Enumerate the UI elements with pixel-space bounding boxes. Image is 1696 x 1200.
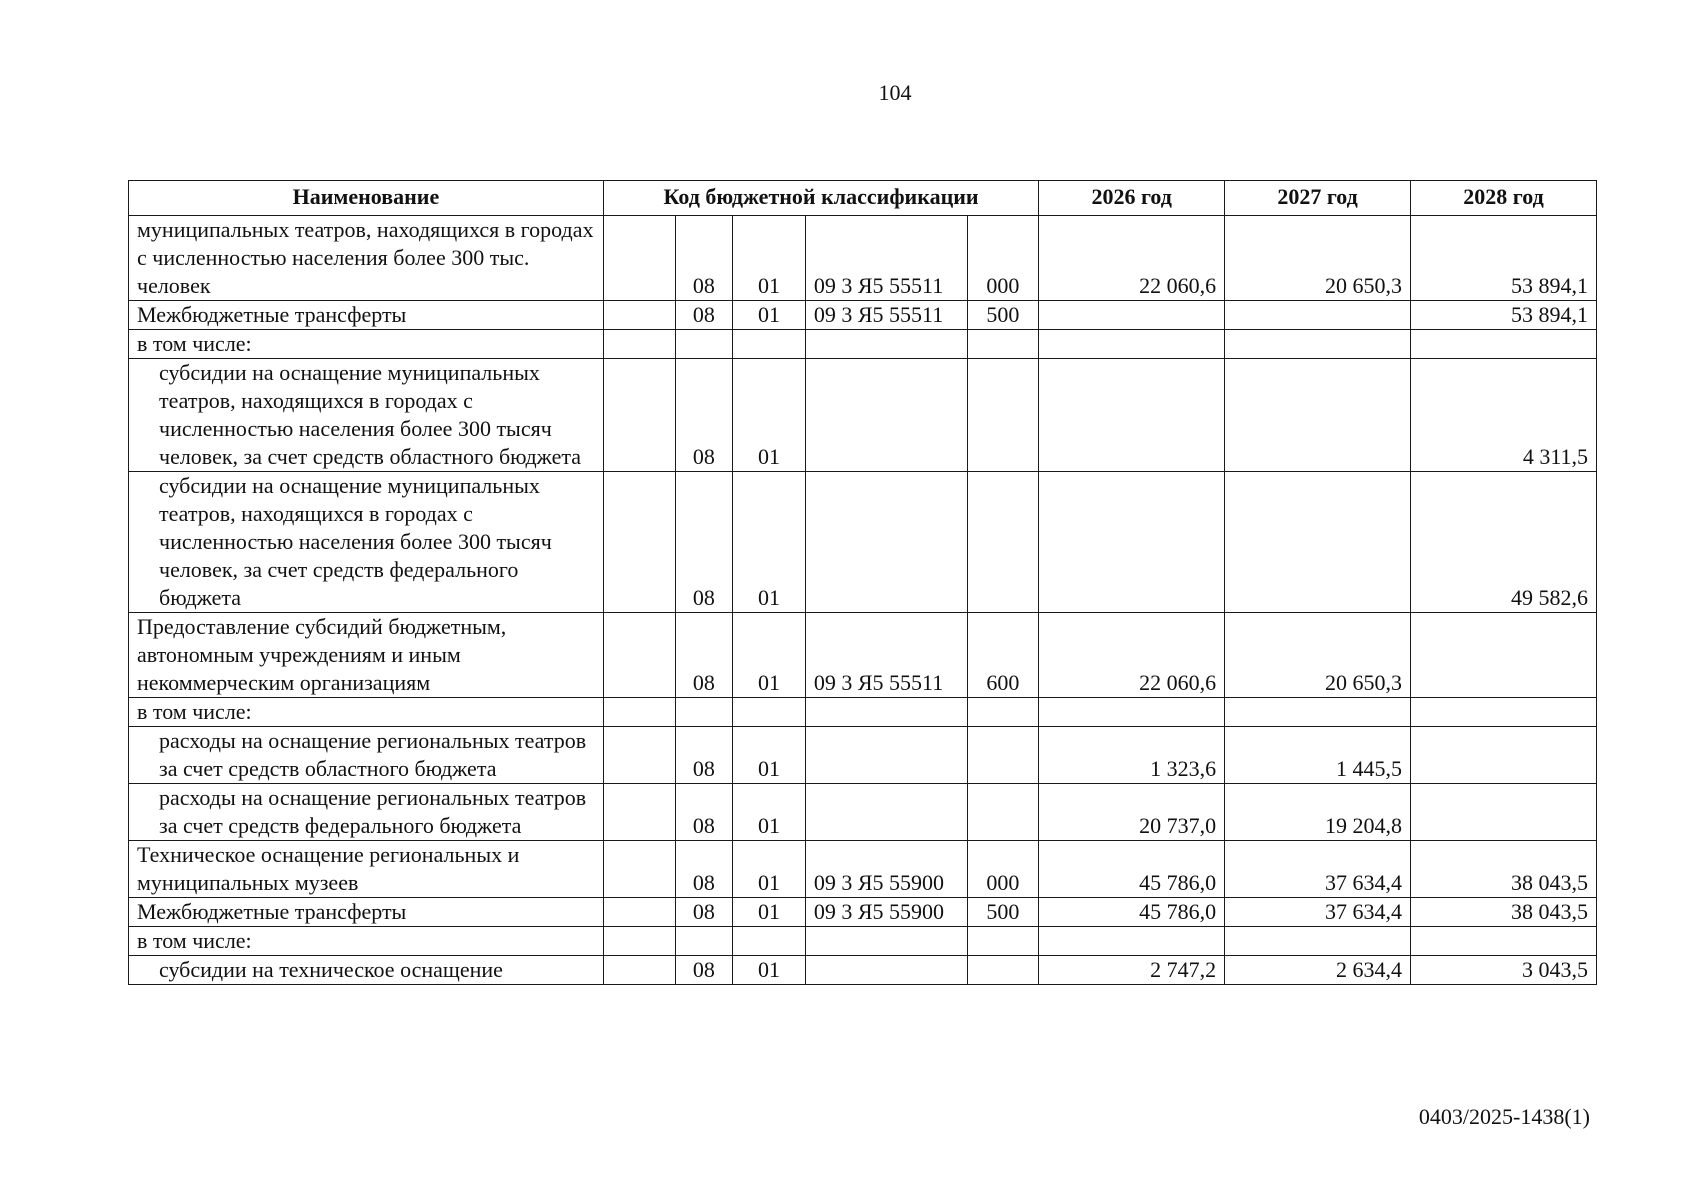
code-spacer-cell xyxy=(603,898,675,927)
value-2028 xyxy=(1411,613,1597,698)
row-name: расходы на оснащение региональных театров за счет средств областного бюджета xyxy=(129,727,604,784)
table-row xyxy=(129,727,1597,784)
code-target-article: 09 3 Я5 55511 xyxy=(805,613,967,698)
row-name: субсидии на техническое оснащение xyxy=(129,956,604,985)
row-name: Межбюджетные трансферты xyxy=(129,898,604,927)
value-2026: 1 323,6 xyxy=(1039,727,1225,784)
code-expense-type xyxy=(967,956,1039,985)
value-2027: 19 204,8 xyxy=(1225,784,1411,841)
value-2027: 1 445,5 xyxy=(1225,727,1411,784)
code-spacer-cell xyxy=(603,727,675,784)
value-2026: 22 060,6 xyxy=(1039,613,1225,698)
value-2028: 38 043,5 xyxy=(1411,841,1597,898)
value-2027 xyxy=(1225,359,1411,472)
code-section: 08 xyxy=(675,727,733,784)
value-2026 xyxy=(1039,927,1225,956)
code-spacer-cell xyxy=(603,301,675,330)
code-expense-type xyxy=(967,359,1039,472)
value-2027: 2 634,4 xyxy=(1225,956,1411,985)
code-expense-type xyxy=(967,698,1039,727)
value-2026 xyxy=(1039,359,1225,472)
code-target-article xyxy=(805,784,967,841)
table-row xyxy=(129,359,1597,472)
code-section: 08 xyxy=(675,613,733,698)
code-expense-type xyxy=(967,927,1039,956)
code-expense-type xyxy=(967,784,1039,841)
table-row xyxy=(129,472,1597,613)
code-expense-type: 500 xyxy=(967,301,1039,330)
code-spacer-cell xyxy=(603,613,675,698)
value-2027: 20 650,3 xyxy=(1225,216,1411,301)
code-subsection xyxy=(733,927,806,956)
code-subsection: 01 xyxy=(733,613,806,698)
code-subsection: 01 xyxy=(733,216,806,301)
table-row xyxy=(129,784,1597,841)
row-name: в том числе: xyxy=(129,330,604,359)
header-code: Код бюджетной классификации xyxy=(603,181,1038,216)
code-section: 08 xyxy=(675,784,733,841)
code-target-article xyxy=(805,927,967,956)
code-target-article xyxy=(805,698,967,727)
value-2028 xyxy=(1411,698,1597,727)
row-name: Предоставление субсидий бюджетным, автономным учреждениям и иным некоммерческим организациям xyxy=(129,613,604,698)
value-2028 xyxy=(1411,927,1597,956)
value-2026: 45 786,0 xyxy=(1039,841,1225,898)
value-2026 xyxy=(1039,330,1225,359)
value-2027 xyxy=(1225,301,1411,330)
value-2026: 20 737,0 xyxy=(1039,784,1225,841)
table-row xyxy=(129,841,1597,898)
value-2028 xyxy=(1411,727,1597,784)
code-subsection: 01 xyxy=(733,956,806,985)
code-subsection: 01 xyxy=(733,784,806,841)
code-section: 08 xyxy=(675,359,733,472)
row-name: муниципальных театров, находящихся в городах с численностью населения более 300 тыс. человек xyxy=(129,216,604,301)
value-2027 xyxy=(1225,927,1411,956)
row-name: субсидии на оснащение муниципальных театров, находящихся в городах с численностью населения более 300 тысяч человек, за счет средств областного бюджета xyxy=(129,359,604,472)
value-2026 xyxy=(1039,698,1225,727)
table-header-row xyxy=(129,181,1597,216)
code-subsection xyxy=(733,698,806,727)
code-spacer-cell xyxy=(603,472,675,613)
value-2027: 20 650,3 xyxy=(1225,613,1411,698)
code-subsection: 01 xyxy=(733,727,806,784)
header-name: Наименование xyxy=(129,181,604,216)
code-section xyxy=(675,330,733,359)
table-row xyxy=(129,898,1597,927)
code-spacer-cell xyxy=(603,956,675,985)
table-row xyxy=(129,927,1597,956)
code-target-article xyxy=(805,330,967,359)
code-spacer-cell xyxy=(603,216,675,301)
code-section: 08 xyxy=(675,216,733,301)
table-row xyxy=(129,301,1597,330)
table-row xyxy=(129,216,1597,301)
code-subsection: 01 xyxy=(733,841,806,898)
code-target-article: 09 3 Я5 55511 xyxy=(805,216,967,301)
code-section xyxy=(675,927,733,956)
row-name: субсидии на оснащение муниципальных театров, находящихся в городах с численностью населения более 300 тысяч человек, за счет средств федерального бюджета xyxy=(129,472,604,613)
code-section: 08 xyxy=(675,841,733,898)
value-2028: 49 582,6 xyxy=(1411,472,1597,613)
row-name: в том числе: xyxy=(129,698,604,727)
value-2027: 37 634,4 xyxy=(1225,898,1411,927)
code-subsection: 01 xyxy=(733,359,806,472)
code-expense-type: 500 xyxy=(967,898,1039,927)
code-target-article xyxy=(805,359,967,472)
value-2028: 4 311,5 xyxy=(1411,359,1597,472)
header-2026: 2026 год xyxy=(1039,181,1225,216)
header-2027: 2027 год xyxy=(1225,181,1411,216)
code-target-article: 09 3 Я5 55900 xyxy=(805,841,967,898)
value-2028: 3 043,5 xyxy=(1411,956,1597,985)
code-target-article xyxy=(805,472,967,613)
table-body xyxy=(129,216,1597,985)
code-target-article: 09 3 Я5 55900 xyxy=(805,898,967,927)
row-name: Межбюджетные трансферты xyxy=(129,301,604,330)
value-2027 xyxy=(1225,330,1411,359)
code-subsection: 01 xyxy=(733,301,806,330)
code-subsection: 01 xyxy=(733,472,806,613)
code-spacer-cell xyxy=(603,784,675,841)
value-2026: 2 747,2 xyxy=(1039,956,1225,985)
code-spacer-cell xyxy=(603,927,675,956)
table-row xyxy=(129,330,1597,359)
code-spacer-cell xyxy=(603,359,675,472)
code-expense-type: 000 xyxy=(967,216,1039,301)
code-subsection: 01 xyxy=(733,898,806,927)
code-subsection xyxy=(733,330,806,359)
value-2028: 38 043,5 xyxy=(1411,898,1597,927)
row-name: в том числе: xyxy=(129,927,604,956)
code-expense-type xyxy=(967,330,1039,359)
value-2028 xyxy=(1411,330,1597,359)
code-section: 08 xyxy=(675,472,733,613)
code-target-article: 09 3 Я5 55511 xyxy=(805,301,967,330)
value-2028: 53 894,1 xyxy=(1411,216,1597,301)
code-spacer-cell xyxy=(603,330,675,359)
code-spacer-cell xyxy=(603,698,675,727)
value-2026: 22 060,6 xyxy=(1039,216,1225,301)
code-expense-type xyxy=(967,472,1039,613)
row-name: расходы на оснащение региональных театров за счет средств федерального бюджета xyxy=(129,784,604,841)
value-2026: 45 786,0 xyxy=(1039,898,1225,927)
row-name: Техническое оснащение региональных и муниципальных музеев xyxy=(129,841,604,898)
code-section xyxy=(675,698,733,727)
value-2026 xyxy=(1039,301,1225,330)
value-2028: 53 894,1 xyxy=(1411,301,1597,330)
table-row xyxy=(129,613,1597,698)
code-section: 08 xyxy=(675,301,733,330)
code-target-article xyxy=(805,727,967,784)
table-row xyxy=(129,956,1597,985)
code-section: 08 xyxy=(675,898,733,927)
code-target-article xyxy=(805,956,967,985)
value-2027 xyxy=(1225,698,1411,727)
code-expense-type xyxy=(967,727,1039,784)
page-number: 104 xyxy=(878,80,912,105)
code-expense-type: 600 xyxy=(967,613,1039,698)
budget-table xyxy=(128,180,1597,985)
table-row xyxy=(129,698,1597,727)
code-expense-type: 000 xyxy=(967,841,1039,898)
code-spacer-cell xyxy=(603,841,675,898)
value-2027: 37 634,4 xyxy=(1225,841,1411,898)
value-2026 xyxy=(1039,472,1225,613)
value-2027 xyxy=(1225,472,1411,613)
header-2028: 2028 год xyxy=(1411,181,1597,216)
code-section: 08 xyxy=(675,956,733,985)
value-2028 xyxy=(1411,784,1597,841)
document-id: 0403/2025-1438(1) xyxy=(1418,1104,1590,1129)
